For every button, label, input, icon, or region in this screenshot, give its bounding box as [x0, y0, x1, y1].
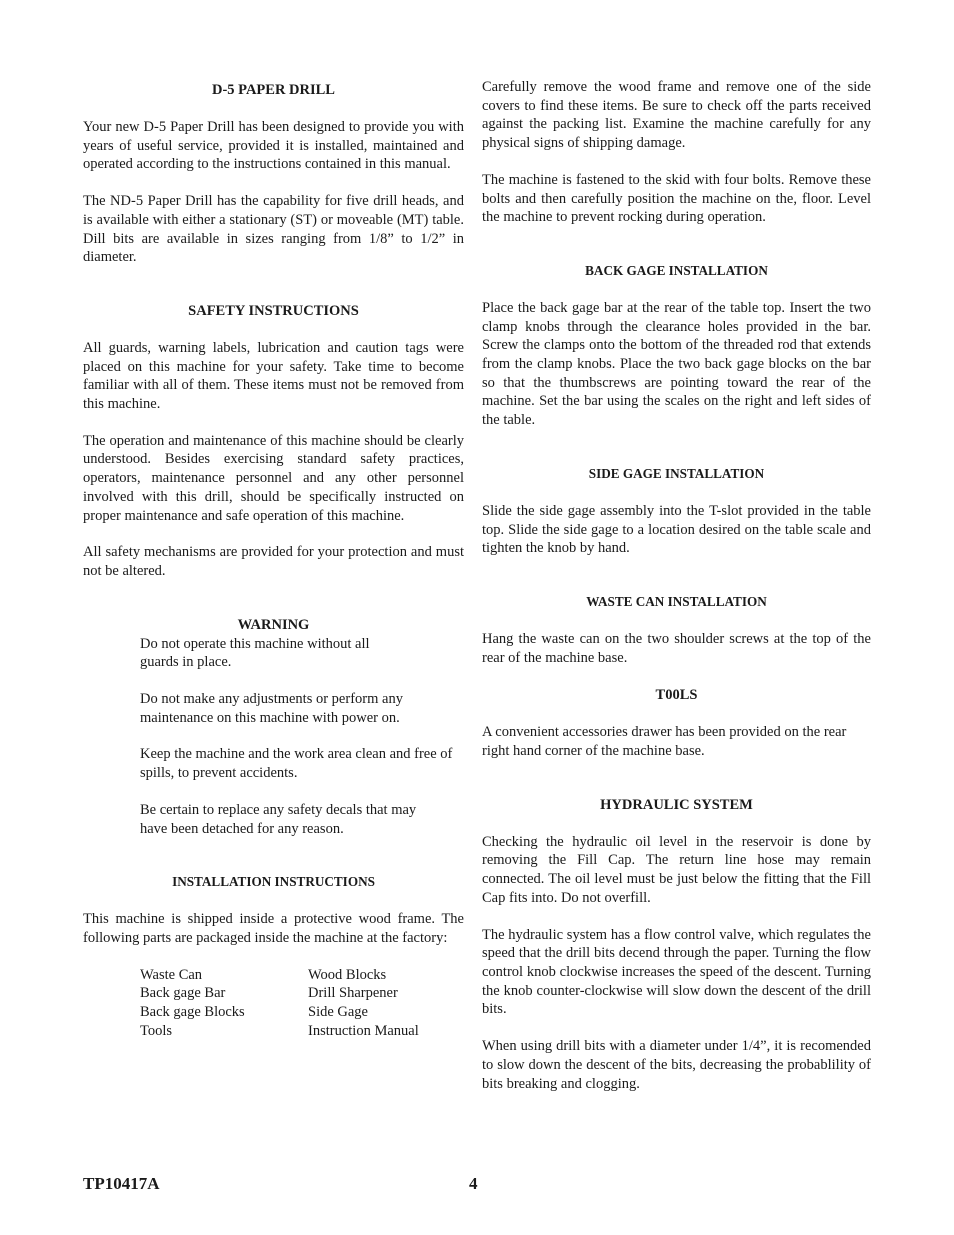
side-gage-paragraph: Slide the side gage assembly into the T-slot provided in the table top. Slide the side gage to a location desired on the table scale and tighten the knob by hand. [482, 502, 871, 557]
hydraulic-heading: HYDRAULIC SYSTEM [600, 796, 753, 813]
safety-heading: SAFETY INSTRUCTIONS [188, 302, 359, 319]
list-item: Back gage Bar [140, 985, 226, 1002]
list-item: Wood Blocks [308, 966, 387, 983]
page-number: 4 [469, 1174, 478, 1193]
list-item: Side Gage [308, 1004, 368, 1021]
tools-paragraph: A convenient accessories drawer has been provided on the rear right hand corner of the machine base. [482, 724, 847, 760]
installation-paragraph-3: The machine is fastened to the skid with four bolts. Remove these bolts and then carefully position the machine on the, floor. Level the machine to prevent rocking during operation. [482, 171, 871, 226]
side-gage-heading: SIDE GAGE INSTALLATION [588, 465, 765, 481]
warning-item-2: Do not make any adjustments or perform any maintenance on this machine with power on. [140, 691, 403, 726]
list-item: Drill Sharpener [308, 985, 398, 1002]
list-item: Waste Can [140, 966, 203, 983]
safety-paragraph-2: The operation and maintenance of this machine should be clearly understood. Besides exercising standard safety practices, operators, maintenance personnel and any other personnel involved with this drill, should be specifically instructed on proper maintenance and safe operation of this machine. [83, 432, 464, 524]
safety-paragraph-3: All safety mechanisms are provided for your protection and must not be altered. [83, 544, 464, 579]
installation-paragraph-1: This machine is shipped inside a protective wood frame. The following parts are packaged inside the machine at the factory: [83, 911, 464, 946]
hydraulic-paragraph-1: Checking the hydraulic oil level in the reservoir is done by removing the Fill Cap. The return line hose may remain connected. The oil level must be just below the fitting that the Fill Cap fits into. Do not overfill. [482, 833, 871, 906]
list-item: Tools [140, 1022, 173, 1039]
hydraulic-paragraph-3: When using drill bits with a diameter under 1/4”, it is recomended to slow down the descent of the bits, decreasing the probablility of bits breaking and clogging. [482, 1038, 871, 1092]
intro-paragraph-2: The ND-5 Paper Drill has the capability for five drill heads, and is available with either a stationary (ST) or moveable (MT) table. Dill bits are available in sizes ranging from 1/8” to 1/2” in diameter. [83, 193, 464, 266]
installation-paragraph-2: Carefully remove the wood frame and remove one of the side covers to find these items. Be sure to check off the parts received against the packing list. Examine the machine carefully for any physical signs of shipping damage. [482, 79, 871, 152]
right-column [482, 78, 871, 1093]
warning-item-3: Keep the machine and the work area clean and free of spills, to prevent accidents. [140, 746, 453, 782]
warning-item-4: Be certain to replace any safety decals that may have been detached for any reason. [140, 801, 417, 837]
warning-heading: WARNING [237, 616, 310, 633]
tools-heading: T00LS [655, 687, 698, 704]
waste-can-heading: WASTE CAN INSTALLATION [586, 593, 767, 609]
waste-can-paragraph: Hang the waste can on the two shoulder screws at the top of the rear of the machine base. [482, 630, 871, 666]
document-code: TP10417A [83, 1174, 160, 1193]
list-item: Instruction Manual [308, 1022, 419, 1039]
back-gage-paragraph: Place the back gage bar at the rear of the table top. Insert the two clamp knobs through the clearance holes provided in the bar. Screw the clamps onto the bottom of the threaded rod that extends from the clamp knobs. Place the two back gage blocks on the bar so that the thumbscrews are pointing toward the rear of the machine. Set the bar using the scales on the right and left sides of the table. [482, 299, 871, 429]
hydraulic-paragraph-2: The hydraulic system has a flow control valve, which regulates the speed that the drill bits decend through the paper. Turning the flow control knob clockwise increases the speed of the descent. Turning the knob counter-clockwise will slow down the descent of the drill bits. [482, 926, 871, 1018]
left-column [83, 78, 464, 1041]
warning-item-1: Do not operate this machine without all guards in place. [140, 635, 370, 671]
safety-paragraph-1: All guards, warning labels, lubrication and caution tags were placed on this machine for your safety. Take time to become familiar with all of them. These items must not be removed from this machine. [83, 339, 464, 413]
list-item: Back gage Blocks [140, 1004, 245, 1021]
page-title: D-5 PAPER DRILL [212, 82, 335, 98]
back-gage-heading: BACK GAGE INSTALLATION [585, 262, 768, 278]
installation-heading: INSTALLATION INSTRUCTIONS [172, 874, 375, 890]
intro-paragraph-1: Your new D-5 Paper Drill has been designed to provide you with years of useful service, provided it is installed, maintained and operated according to the instructions contained in this manual. [83, 119, 464, 173]
parts-list [140, 966, 464, 1041]
